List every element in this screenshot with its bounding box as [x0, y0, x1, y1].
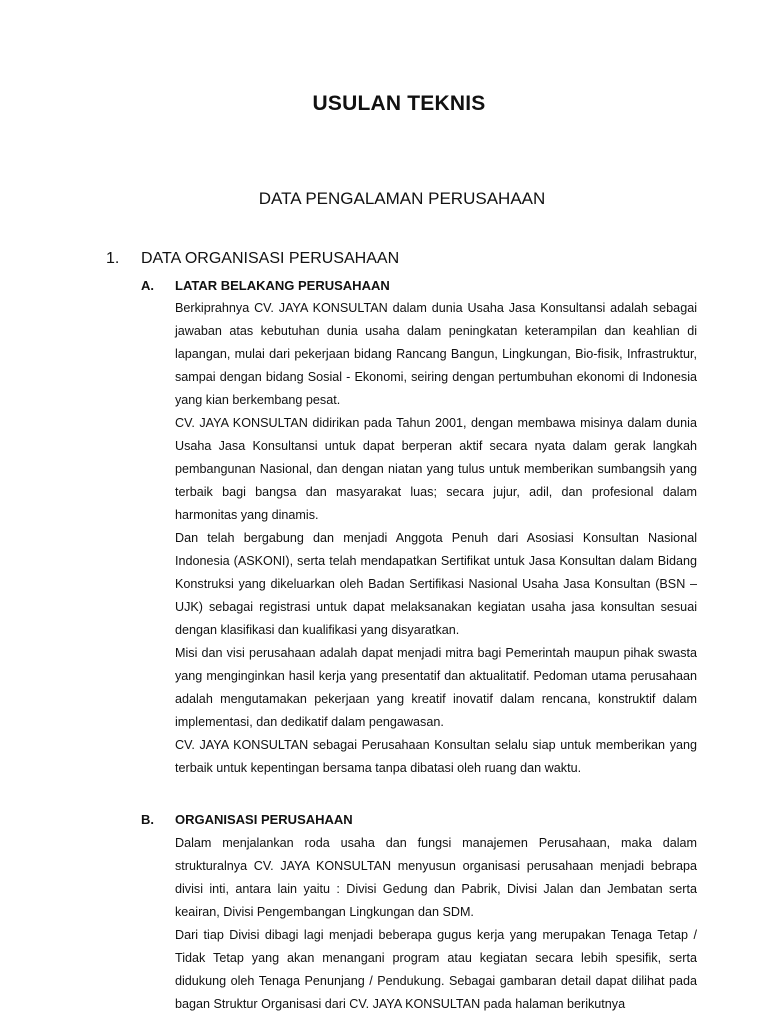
paragraph: Berkiprahnya CV. JAYA KONSULTAN dalam dunia Usaha Jasa Konsultansi adalah sebagai jawaban atas kebutuhan dunia usaha dalam peningkatan keterampilan dan keahlian di lapangan, mulai dari pekerjaan bidang Rancang Bangun, Lingkungan, Bio-fisik, Infrastruktur, sampai dengan bidang Sosial - Ekonomi, seiring dengan pertumbuhan ekonomi di Indonesia yang kian berkembang pesat.	[175, 301, 697, 407]
subsection-b-heading: ORGANISASI PERUSAHAAN	[175, 812, 353, 827]
section-title: DATA ORGANISASI PERUSAHAAN	[141, 250, 400, 267]
document-subtitle: DATA PENGALAMAN PERUSAHAAN	[258, 189, 546, 208]
paragraph: Dari tiap Divisi dibagi lagi menjadi beberapa gugus kerja yang merupakan Tenaga Tetap / Tidak Tetap yang akan menangani program atau kegiatan secara lebih spesifik, serta didukung oleh Tenaga Penunjang / Pendukung. Sebagai gambaran detail dapat dilihat pada bagan Struktur Organisasi dari CV. JAYA KONSULTAN pada halaman berikutnya	[175, 928, 697, 1011]
subsection-a-letter: A.	[141, 278, 154, 293]
paragraph: Misi dan visi perusahaan adalah dapat menjadi mitra bagi Pemerintah maupun pihak swasta yang menginginkan hasil kerja yang presentatif dan aktualitatif. Pedoman utama perusahaan adalah mengutamakan pekerjaan yang kreatif inovatif dalam rencana, konstruktif dalam implementasi, dan dedikatif dalam pengawasan.	[175, 646, 697, 729]
document-title: USULAN TEKNIS	[312, 92, 486, 115]
section-number: 1.	[106, 250, 120, 267]
subsection-a-heading: LATAR BELAKANG PERUSAHAAN	[175, 278, 390, 293]
paragraph: CV. JAYA KONSULTAN sebagai Perusahaan Konsultan selalu siap untuk memberikan yang terbaik untuk kepentingan bersama tanpa dibatasi oleh ruang dan waktu.	[175, 738, 697, 775]
paragraph: Dalam menjalankan roda usaha dan fungsi manajemen Perusahaan, maka dalam strukturalnya CV. JAYA KONSULTAN menyusun organisasi perusahaan menjadi bebrapa divisi inti, antara lain yaitu : Divisi Gedung dan Pabrik, Divisi Jalan dan Jembatan serta keairan, Divisi Pengembangan Lingkungan dan SDM.	[175, 836, 697, 919]
paragraph: CV. JAYA KONSULTAN didirikan pada Tahun 2001, dengan membawa misinya dalam dunia Usaha Jasa Konsultansi untuk dapat berperan aktif secara nyata dalam gerak langkah pembangunan Nasional, dan dengan niatan yang tulus untuk memberikan sumbangsih yang terbaik bagi bangsa dan masyarakat luas; secara jujur, adil, dan profesional dalam harmonitas yang dinamis.	[175, 416, 697, 522]
subsection-a-body	[175, 297, 697, 780]
paragraph: Dan telah bergabung dan menjadi Anggota Penuh dari Asosiasi Konsultan Nasional Indonesia (ASKONI), serta telah mendapatkan Sertifikat untuk Jasa Konsultan dalam Bidang Konstruksi yang dikeluarkan oleh Badan Sertifikasi Nasional Usaha Jasa Konsultan (BSN – UJK) sebagai registrasi untuk dapat melaksanakan kegiatan usaha jasa konsultan sesuai dengan klasifikasi dan kualifikasi yang disyaratkan.	[175, 531, 697, 637]
subsection-b-body	[175, 832, 697, 1016]
subsection-b-letter: B.	[141, 812, 154, 827]
